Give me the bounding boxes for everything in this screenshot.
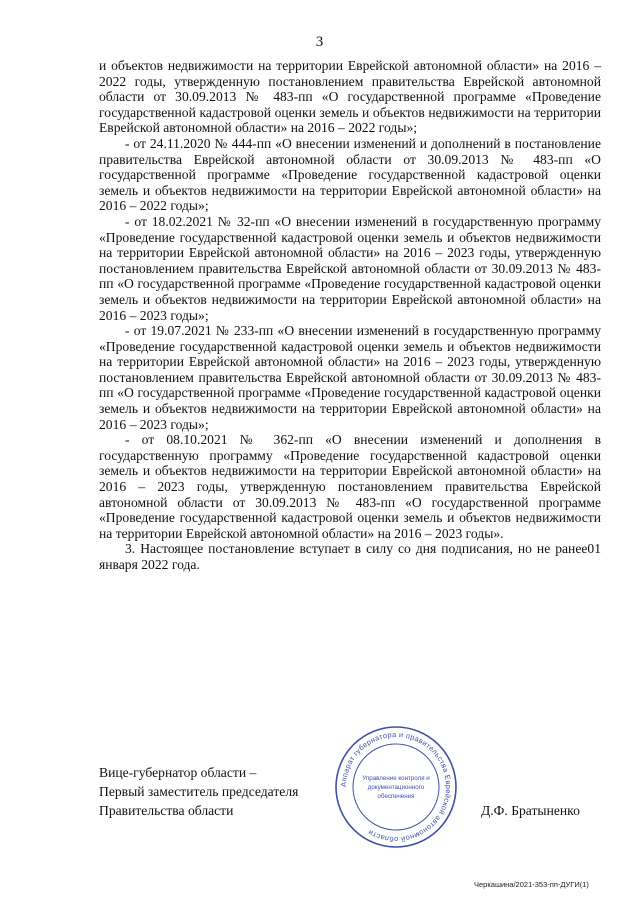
document-body bbox=[99, 58, 601, 573]
paragraph: - от 08.10.2021 № 362-пп «О внесении изменений и дополнения в государственную программу «Проведение государственной кадастровой оценки земель и объектов недвижимости на территории Еврейской автономной области» на 2016 – 2023 годы, утвержденную постановлением правительства Еврейской автономной области от 30.09.2013 № 483-пп «О государственной программе «Проведение государственной кадастровой оценки земель и объектов недвижимости на территории Еврейской автономной области» на 2016 – 2023 годы». bbox=[99, 432, 601, 541]
signatory-title-line: Первый заместитель председателя bbox=[99, 784, 299, 799]
stamp-center-line: обеспечения bbox=[377, 793, 415, 800]
signatory-title-line: Вице-губернатор области – bbox=[99, 765, 257, 780]
executor-reference: Черкашина/2021-353-пп-ДУГИ(1) bbox=[474, 880, 589, 889]
stamp-center-line: документационного bbox=[367, 784, 425, 791]
paragraph: - от 18.02.2021 № 32-пп «О внесении изменений в государственную программу «Проведение государственной кадастровой оценки земель и объектов недвижимости на территории Еврейской автономной области» на 2016 – 2023 годы, утвержденную постановлением правительства Еврейской автономной области от 30.09.2013 № 483-пп «О государственной программе «Проведение государственной кадастровой оценки земель и объектов недвижимости на территории Еврейской автономной области» на 2016 – 2023 годы»; bbox=[99, 213, 601, 323]
page-number: 3 bbox=[315, 34, 324, 50]
paragraph: 3. Настоящее постановление вступает в силу со дня подписания, но не ранее01 января 2022 года. bbox=[99, 541, 601, 572]
official-stamp bbox=[333, 724, 459, 850]
signatory-name: Д.Ф. Братыненко bbox=[481, 803, 580, 818]
paragraph: - от 19.07.2021 № 233-пп «О внесении изменений в государственную программу «Проведение государственной кадастровой оценки земель и объектов недвижимости на территории Еврейской автономной области» на 2016 – 2023 годы, утвержденную постановлением правительства Еврейской автономной области от 30.09.2013 № 483-пп «О государственной программе «Проведение государственной кадастровой оценки земель и объектов недвижимости на территории Еврейской автономной области» на 2016 – 2023 годы»; bbox=[99, 323, 601, 432]
paragraph: и объектов недвижимости на территории Еврейской автономной области» на 2016 – 2022 годы, утвержденную постановлением правительства Еврейской автономной области от 30.09.2013 № 483-пп «О государственной программе «Проведение государственной кадастровой оценки земель и объектов недвижимости на территории Еврейской автономной области» на 2016 – 2022 годы»; bbox=[99, 58, 601, 136]
signatory-title bbox=[99, 763, 298, 820]
stamp-center-line: Управление контроля и bbox=[362, 775, 430, 782]
paragraph: - от 24.11.2020 № 444-пп «О внесении изменений и дополнений в постановление правительства Еврейской автономной области от 30.09.2013 № 483-пп «О государственной программе «Проведение государственной кадастровой оценки земель и объектов недвижимости на территории Еврейской автономной области» на 2016 – 2022 годы»; bbox=[99, 135, 601, 214]
signatory-title-line: Правительства области bbox=[99, 803, 234, 818]
stamp-ring-textpath: Аппарат губернатора и правительства Еврейской автономной области bbox=[338, 729, 454, 845]
